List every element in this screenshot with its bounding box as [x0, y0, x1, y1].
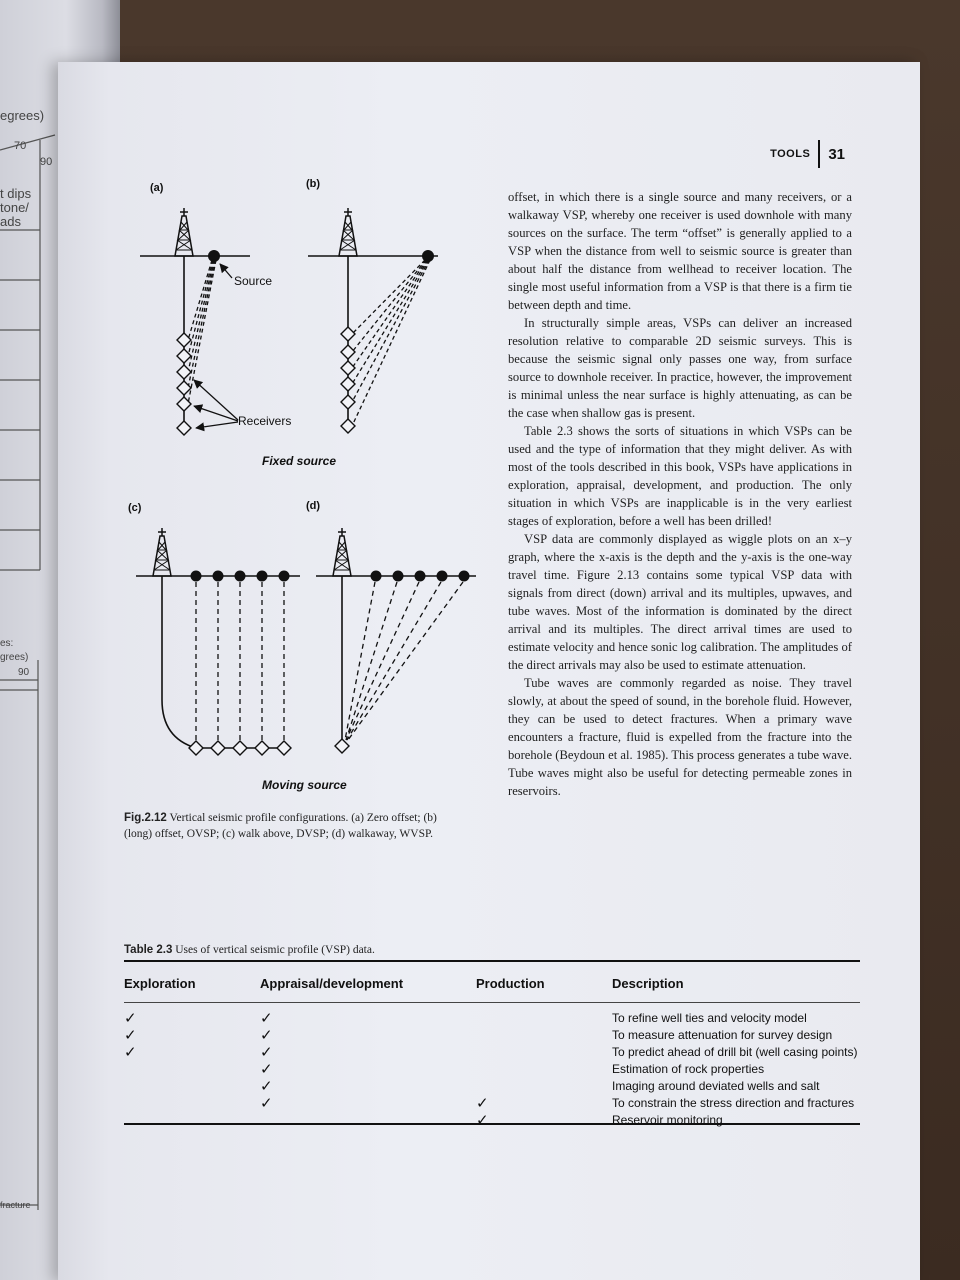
- header-production: Production: [476, 976, 545, 991]
- check-mark-production: ✓: [476, 1111, 489, 1129]
- check-mark-exploration: ✓: [124, 1043, 137, 1061]
- header-divider: [818, 140, 820, 168]
- paragraph: offset, in which there is a single source and many receivers, or a walkaway VSP, whereby one receiver is used downhole with many sources on the surface. The term “offset” is generally applied to a VSP when the distance from well to seismic source is greater than about half the distance from wellhead to receiver location. The single most useful information from a VSP is that there is a firm tie between depth and time.: [508, 190, 852, 312]
- page-number: 31: [828, 145, 845, 163]
- panel-label-b: (b): [306, 178, 321, 190]
- panel-label-a: (a): [150, 182, 164, 194]
- panel-label-c: (c): [128, 502, 142, 514]
- running-header: [770, 140, 845, 168]
- table-header-row: [124, 962, 860, 1002]
- row-description: To predict ahead of drill bit (well casing points): [612, 1045, 858, 1059]
- paragraph: Table 2.3 shows the sorts of situations in which VSPs can be used and the type of information that they might deliver. As with most of the tools described in this book, VSPs have applications in exploration, appraisal, development, and production. The only situation in which VSPs are inapplicable is in the very earliest stages of exploration, before a well has been drilled!: [508, 424, 852, 528]
- header-appraisal: Appraisal/development: [260, 976, 404, 991]
- row-description: Estimation of rock properties: [612, 1062, 765, 1076]
- vsp-figure: [120, 170, 500, 850]
- header-exploration: Exploration: [124, 976, 196, 991]
- check-mark-production: ✓: [476, 1094, 489, 1112]
- row-description: Imaging around deviated wells and salt: [612, 1079, 820, 1093]
- row-description: To constrain the stress direction and fractures: [612, 1096, 855, 1110]
- facing-text: tone/: [0, 200, 29, 215]
- facing-text: egrees): [0, 108, 45, 123]
- check-mark-appraisal: ✓: [260, 1026, 273, 1044]
- receivers-label: Receivers: [238, 414, 292, 428]
- row-description: To refine well ties and velocity model: [612, 1011, 807, 1025]
- facing-text: ads: [0, 214, 21, 229]
- check-mark-appraisal: ✓: [260, 1043, 273, 1061]
- facing-text: 90: [40, 156, 53, 168]
- table-body: [124, 1003, 860, 1129]
- facing-text: fracture: [0, 1200, 31, 1210]
- caption-id: Fig.2.12: [124, 812, 167, 824]
- table-caption: Uses of vertical seismic profile (VSP) data.: [175, 944, 375, 956]
- paragraph: VSP data are commonly displayed as wiggle plots on an x–y graph, where the x-axis is the depth and the y-axis is the one-way travel time. Figure 2.13 contains some typical VSP data with signals from direct (down) arrival and its multiples, upwaves, and tube waves. Most of the information is dominated by the direct arrival and its multiples. The direct arrival times are used to estimate velocity and hence sonic log calibration. The amplitudes of the direct arrivals may also be used to estimate attenuation.: [508, 532, 852, 672]
- facing-text: t dips: [0, 186, 32, 201]
- check-mark-exploration: ✓: [124, 1026, 137, 1044]
- facing-text: 70: [14, 140, 27, 152]
- row-description: Reservoir monitoring: [612, 1113, 723, 1127]
- panel-a-diagram: [140, 208, 250, 435]
- check-mark-appraisal: ✓: [260, 1060, 273, 1078]
- row-description: To measure attenuation for survey design: [612, 1028, 833, 1042]
- check-mark-exploration: ✓: [124, 1009, 137, 1027]
- facing-text: grees): [0, 652, 29, 663]
- fixed-source-label: Fixed source: [262, 454, 337, 468]
- check-mark-appraisal: ✓: [260, 1077, 273, 1095]
- check-mark-appraisal: ✓: [260, 1009, 273, 1027]
- facing-text: 90: [18, 667, 30, 678]
- source-label: Source: [234, 274, 273, 288]
- check-mark-appraisal: ✓: [260, 1094, 273, 1112]
- figure-caption: [124, 810, 464, 842]
- moving-source-label: Moving source: [262, 778, 347, 792]
- panel-b-diagram: [308, 208, 438, 433]
- caption-text: Vertical seismic profile configurations. (a) Zero offset; (b) (long) offset, OVSP; (c) walk above, DVSP; (d) walkaway, WVSP.: [124, 812, 437, 840]
- facing-text: es:: [0, 638, 14, 649]
- panel-c-diagram: [136, 528, 300, 755]
- paragraph: In structurally simple areas, VSPs can deliver an increased resolution relative to comparable 2D seismic surveys. This is because the seismic signal only passes one way, from surface source to downhole receiver. In practice, however, the improvement is minimal unless the near surface is highly attenuating, as can be the case when shallow gas is present.: [508, 316, 852, 420]
- vsp-uses-table: [124, 944, 860, 1129]
- header-description: Description: [612, 976, 684, 991]
- table-id: Table 2.3: [124, 944, 173, 956]
- panel-d-diagram: [316, 528, 476, 753]
- panel-label-d: (d): [306, 500, 321, 512]
- paragraph: Tube waves are commonly regarded as noise. They travel slowly, at about the speed of sound, in the borehole fluid. However, they can be used to detect fractures. When a primary wave encounters a fracture, fluid is expelled from the fracture into the borehole (Beydoun et al. 1985). This process generates a tube wave. Tube waves might also be useful for detecting permeable zones in reservoirs.: [508, 676, 852, 798]
- table-bottom-rule: [124, 1123, 860, 1125]
- body-text: [508, 188, 852, 800]
- table-title: [124, 944, 860, 956]
- section-title: TOOLS: [770, 148, 811, 160]
